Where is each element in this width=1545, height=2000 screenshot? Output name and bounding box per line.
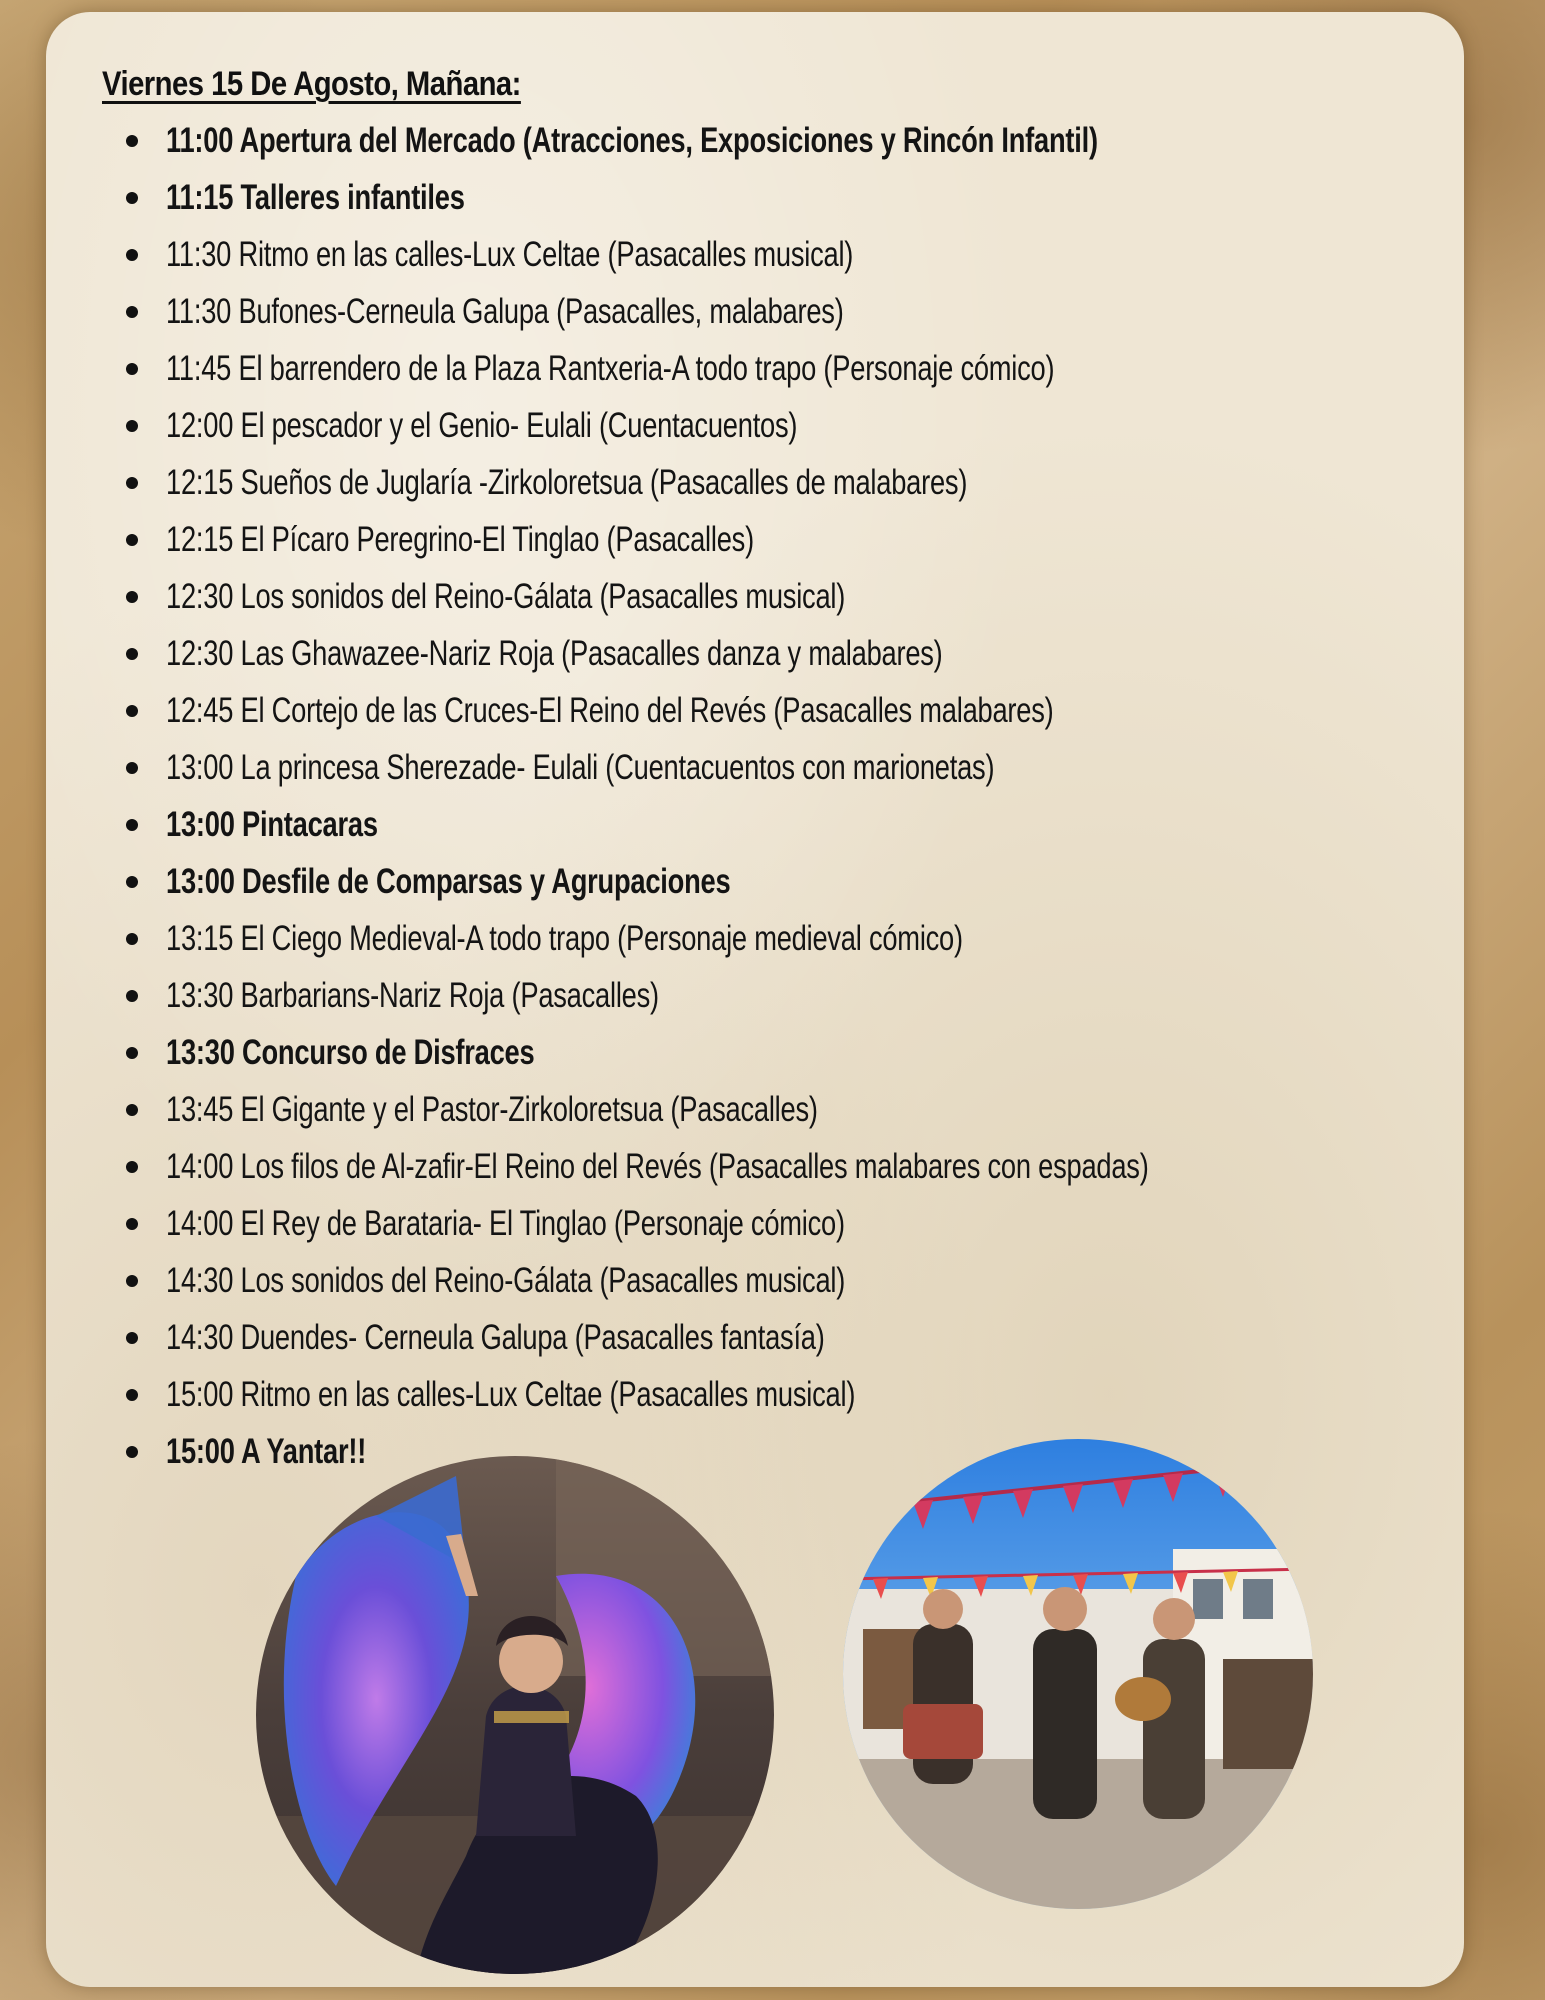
schedule-item-text: 15:00 A Yantar!! xyxy=(166,1432,367,1471)
schedule-item xyxy=(118,1309,1426,1366)
schedule-item-text: 11:45 El barrendero de la Plaza Rantxeria-A todo trapo (Personaje cómico) xyxy=(166,349,1055,388)
schedule-item xyxy=(118,1024,1426,1081)
schedule-item-text: 12:30 Las Ghawazee-Nariz Roja (Pasacalles danza y malabares) xyxy=(166,634,943,673)
schedule-item-text: 11:00 Apertura del Mercado (Atracciones, Exposiciones y Rincón Infantil) xyxy=(166,121,1098,160)
schedule-item xyxy=(118,568,1426,625)
schedule-item-text: 13:45 El Gigante y el Pastor-Zirkoloretsua (Pasacalles) xyxy=(166,1090,818,1129)
bullet-icon xyxy=(126,1389,138,1401)
schedule-item xyxy=(118,1423,1426,1480)
bullet-icon xyxy=(126,192,138,204)
bullet-icon xyxy=(126,705,138,717)
bullet-icon xyxy=(126,876,138,888)
schedule-item-text: 13:00 Pintacaras xyxy=(166,805,378,844)
schedule-item xyxy=(118,1081,1426,1138)
schedule-item-text: 12:00 El pescador y el Genio- Eulali (Cuentacuentos) xyxy=(166,406,798,445)
bullet-icon xyxy=(126,1275,138,1287)
schedule-item xyxy=(118,1138,1426,1195)
bullet-icon xyxy=(126,1446,138,1458)
schedule-item xyxy=(118,625,1426,682)
bullet-icon xyxy=(126,819,138,831)
schedule-item xyxy=(118,739,1426,796)
bullet-icon xyxy=(126,534,138,546)
schedule-item-text: 11:15 Talleres infantiles xyxy=(166,178,465,217)
musicians-photo xyxy=(843,1439,1313,1909)
schedule-item-text: 14:00 El Rey de Barataria- El Tinglao (Personaje cómico) xyxy=(166,1204,845,1243)
schedule-item-text: 15:00 Ritmo en las calles-Lux Celtae (Pasacalles musical) xyxy=(166,1375,856,1414)
schedule-item xyxy=(118,1195,1426,1252)
bullet-icon xyxy=(126,1332,138,1344)
schedule-item-text: 13:30 Barbarians-Nariz Roja (Pasacalles) xyxy=(166,976,659,1015)
schedule-item-text: 12:15 El Pícaro Peregrino-El Tinglao (Pasacalles) xyxy=(166,520,754,559)
schedule-item-text: 13:00 La princesa Sherezade- Eulali (Cuentacuentos con marionetas) xyxy=(166,748,995,787)
schedule-item-text: 11:30 Bufones-Cerneula Galupa (Pasacalles, malabares) xyxy=(166,292,844,331)
schedule-item xyxy=(118,397,1426,454)
bullet-icon xyxy=(126,591,138,603)
bullet-icon xyxy=(126,1104,138,1116)
schedule-list xyxy=(118,112,1426,1480)
schedule-item xyxy=(118,226,1426,283)
schedule-item xyxy=(118,169,1426,226)
schedule-item xyxy=(118,454,1426,511)
schedule-item-text: 13:15 El Ciego Medieval-A todo trapo (Personaje medieval cómico) xyxy=(166,919,963,958)
schedule-item xyxy=(118,910,1426,967)
bullet-icon xyxy=(126,477,138,489)
schedule-item-text: 11:30 Ritmo en las calles-Lux Celtae (Pasacalles musical) xyxy=(166,235,854,274)
schedule-item-text: 14:30 Los sonidos del Reino-Gálata (Pasacalles musical) xyxy=(166,1261,846,1300)
schedule-item xyxy=(118,511,1426,568)
bullet-icon xyxy=(126,363,138,375)
schedule-item-text: 13:30 Concurso de Disfraces xyxy=(166,1033,535,1072)
schedule-item xyxy=(118,853,1426,910)
schedule-item-text: 12:45 El Cortejo de las Cruces-El Reino del Revés (Pasacalles malabares) xyxy=(166,691,1054,730)
schedule-heading: Viernes 15 De Agosto, Mañana: xyxy=(102,65,521,103)
schedule-item-text: 12:15 Sueños de Juglaría -Zirkoloretsua (Pasacalles de malabares) xyxy=(166,463,968,502)
bullet-icon xyxy=(126,420,138,432)
bullet-icon xyxy=(126,1047,138,1059)
bullet-icon xyxy=(126,249,138,261)
schedule-item-text: 12:30 Los sonidos del Reino-Gálata (Pasacalles musical) xyxy=(166,577,846,616)
bullet-icon xyxy=(126,135,138,147)
schedule-item xyxy=(118,796,1426,853)
schedule-item xyxy=(118,1252,1426,1309)
schedule-item-text: 14:30 Duendes- Cerneula Galupa (Pasacalles fantasía) xyxy=(166,1318,825,1357)
schedule-item-text: 14:00 Los filos de Al-zafir-El Reino del Revés (Pasacalles malabares con espadas) xyxy=(166,1147,1149,1186)
schedule-item xyxy=(118,1366,1426,1423)
dancer-photo xyxy=(256,1456,774,1974)
bullet-icon xyxy=(126,990,138,1002)
bullet-icon xyxy=(126,762,138,774)
bullet-icon xyxy=(126,648,138,660)
schedule-item xyxy=(118,340,1426,397)
bullet-icon xyxy=(126,306,138,318)
bullet-icon xyxy=(126,933,138,945)
schedule-item xyxy=(118,967,1426,1024)
schedule-item xyxy=(118,283,1426,340)
schedule-item xyxy=(118,682,1426,739)
schedule-item xyxy=(118,112,1426,169)
bullet-icon xyxy=(126,1161,138,1173)
schedule-item-text: 13:00 Desfile de Comparsas y Agrupaciones xyxy=(166,862,731,901)
bullet-icon xyxy=(126,1218,138,1230)
